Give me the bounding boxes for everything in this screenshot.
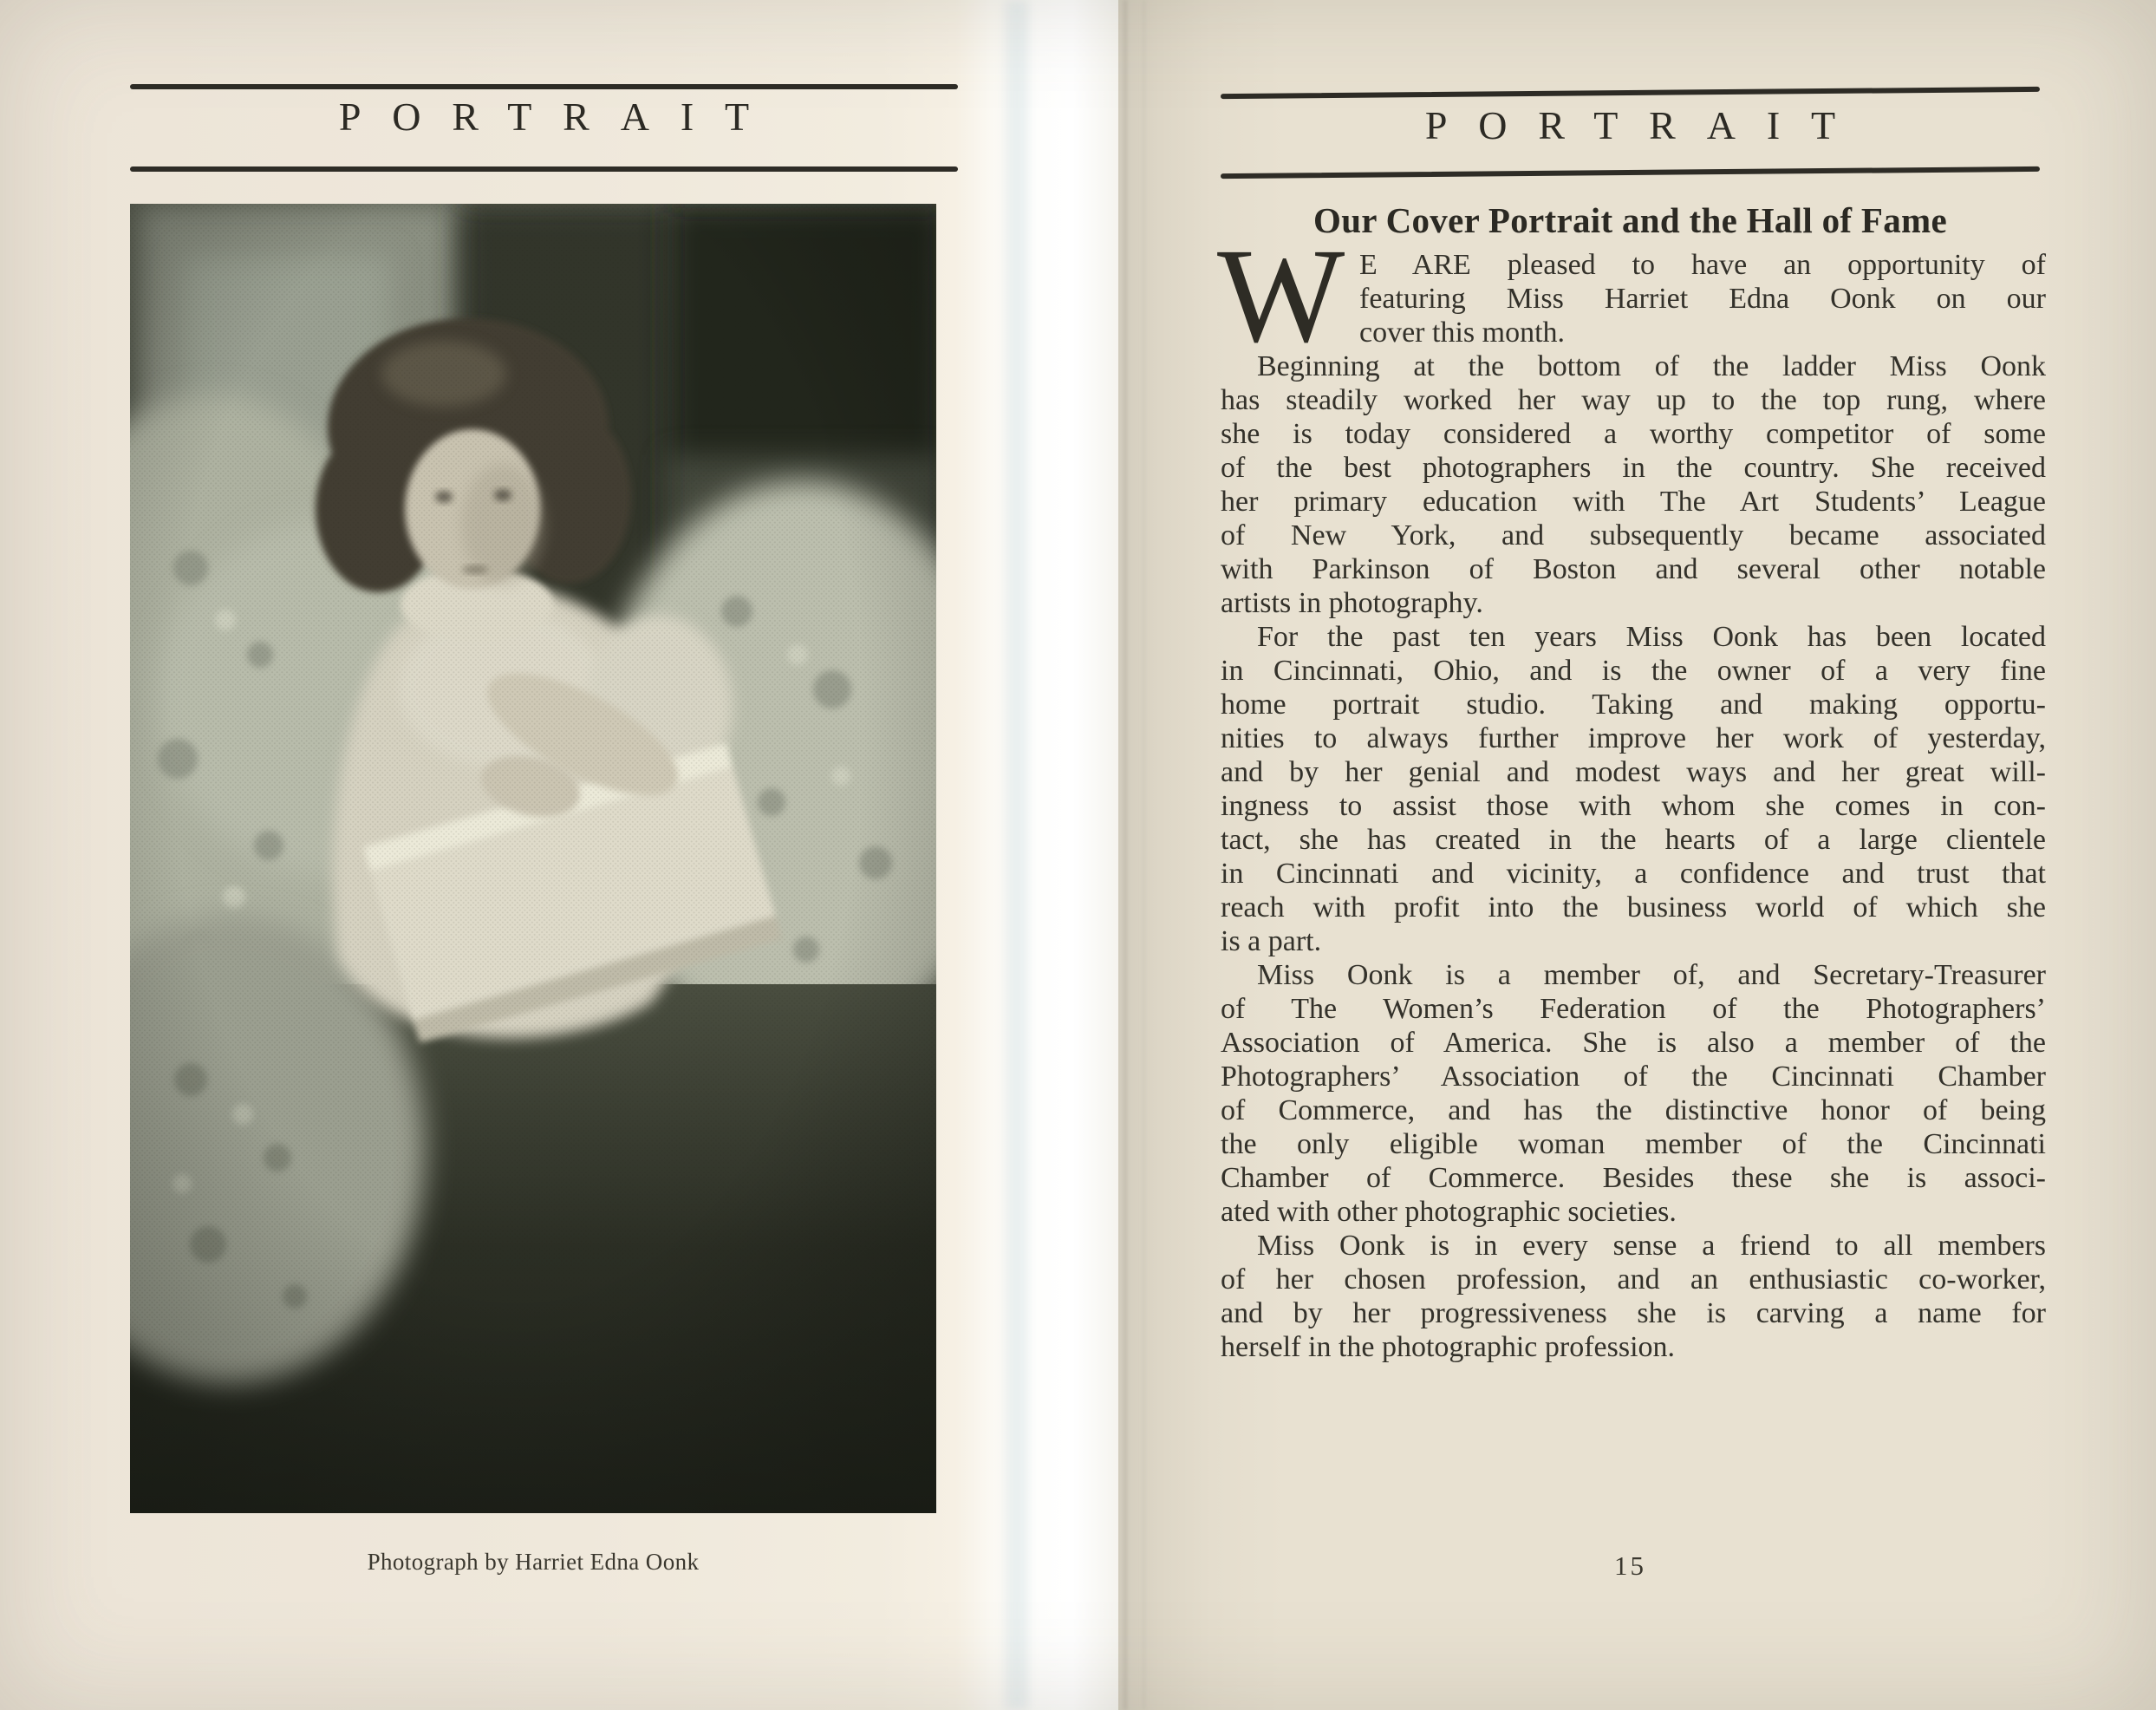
article-line: of Commerce, and has the distinctive honor of being xyxy=(1221,1094,2046,1126)
article-line: cover this month. xyxy=(1359,317,1566,349)
article-line: artists in photography. xyxy=(1221,587,1483,619)
article-line: reach with profit into the business world of which she xyxy=(1221,891,2046,924)
article-line: in Cincinnati and vicinity, a confidence and trust that xyxy=(1221,858,2046,890)
article-line: tact, she has created in the hearts of a large clientele xyxy=(1221,824,2046,856)
gutter-highlight xyxy=(955,0,1118,1710)
article-line: and by her progressiveness she is carving a name for xyxy=(1221,1297,2046,1329)
article-line: of the best photographers in the country. She received xyxy=(1221,452,2046,484)
article-title: Our Cover Portrait and the Hall of Fame xyxy=(1313,200,1947,240)
article-line: featuring Miss Harriet Edna Oonk on our xyxy=(1359,283,2046,315)
article-line: is a part. xyxy=(1221,925,1322,957)
photo-vignette xyxy=(130,204,936,1513)
article-line: Miss Oonk is a member of, and Secretary-Treasurer xyxy=(1257,959,2046,991)
article-line: nities to always further improve her work of yesterday, xyxy=(1221,722,2046,754)
article-line: Photographers’ Association of the Cincinnati Chamber xyxy=(1221,1061,2046,1093)
right-running-head: PORTRAIT xyxy=(1424,103,1867,147)
article-line: of The Women’s Federation of the Photographers’ xyxy=(1221,993,2046,1025)
photo-caption: Photograph by Harriet Edna Oonk xyxy=(367,1549,700,1575)
article-line: Chamber of Commerce. Besides these she is associ- xyxy=(1221,1162,2046,1194)
drop-cap: W xyxy=(1217,220,1345,370)
article-line: with Parkinson of Boston and several other notable xyxy=(1221,553,2046,585)
article-line: has steadily worked her way up to the top rung, where xyxy=(1221,384,2046,416)
cover-photo xyxy=(130,204,936,1513)
article-line: Beginning at the bottom of the ladder Miss Oonk xyxy=(1257,350,2046,382)
article-line: of her chosen profession, and an enthusiastic co-worker, xyxy=(1221,1263,2046,1296)
gutter-blue-streak xyxy=(1006,0,1028,1710)
article-line: of New York, and subsequently became associated xyxy=(1221,519,2046,552)
article-line: ingness to assist those with whom she comes in con- xyxy=(1221,790,2046,822)
cover-photo-illustration xyxy=(130,204,936,1513)
left-header-rule-top xyxy=(130,84,958,89)
article-line: and by her genial and modest ways and her great will- xyxy=(1221,756,2046,788)
fold-shadow-line-2 xyxy=(1143,0,1145,1710)
article-line: For the past ten years Miss Oonk has been located xyxy=(1257,621,2046,653)
article-line: in Cincinnati, Ohio, and is the owner of a very fine xyxy=(1221,655,2046,687)
page-number: 15 xyxy=(1614,1550,1646,1581)
article-line: she is today considered a worthy competitor of some xyxy=(1221,418,2046,450)
article-line: her primary education with The Art Students’ League xyxy=(1221,486,2046,518)
article-line: ated with other photographic societies. xyxy=(1221,1196,1677,1228)
fold-shadow-line xyxy=(1124,0,1127,1710)
article-line: Association of America. She is also a member of the xyxy=(1221,1027,2046,1059)
article-line: E ARE pleased to have an opportunity of xyxy=(1359,249,2046,281)
left-running-head: PORTRAIT xyxy=(338,95,781,139)
left-header-rule-bottom xyxy=(130,166,958,172)
article-line: herself in the photographic profession. xyxy=(1221,1331,1676,1363)
article-line: home portrait studio. Taking and making opportu- xyxy=(1221,689,2046,721)
article-line: Miss Oonk is in every sense a friend to all members xyxy=(1257,1230,2046,1262)
article-line: the only eligible woman member of the Cincinnati xyxy=(1221,1128,2046,1160)
